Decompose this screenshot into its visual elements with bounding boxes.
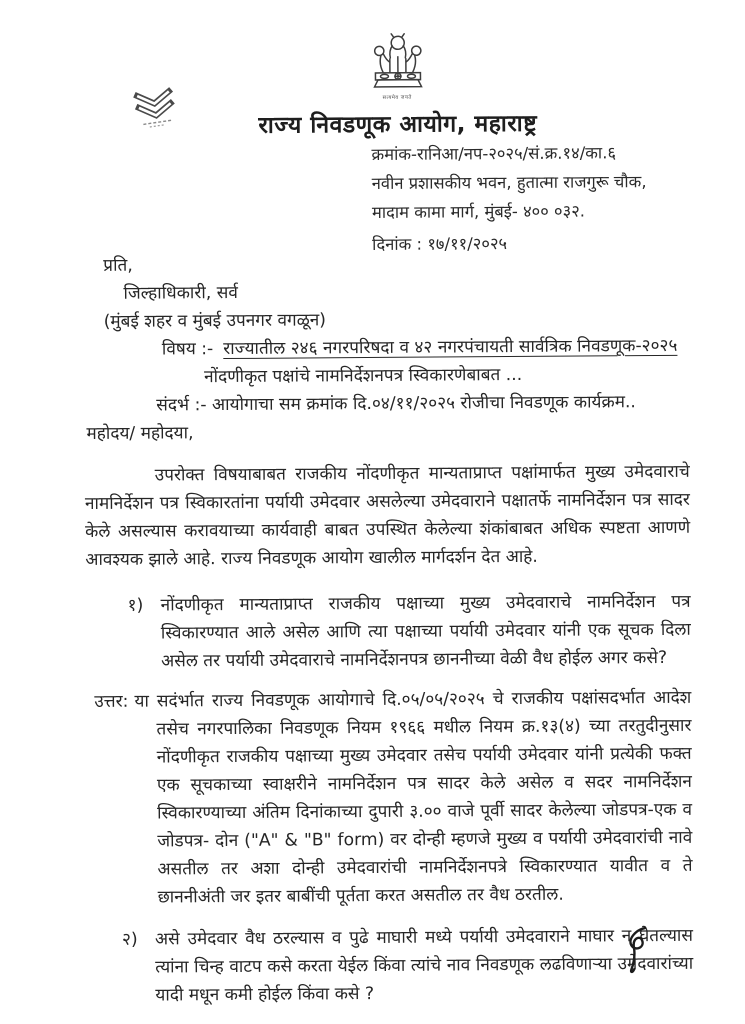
- date-line: दिनांक : १७/११/२०२५: [372, 234, 508, 254]
- letterhead-details: [371, 138, 647, 259]
- answer-1-paragraph: [94, 684, 693, 912]
- to-label: प्रति,: [103, 255, 133, 276]
- reference-text: आयोगाचा सम क्रमांक दि.०४/११/२०२५ रोजीचा निवडणूक कार्यक्रम..: [211, 392, 636, 416]
- subject-label: विषय :-: [161, 339, 214, 360]
- answer-1-label: उत्तर:: [94, 691, 129, 712]
- address-line-1: नवीन प्रशासकीय भवन, हुतात्मा राजगुरू चौक,: [371, 172, 647, 193]
- letter-body: [0, 247, 745, 1010]
- exclusion-note: (मुंबई शहर व मुंबई उपनगर वगळून): [103, 310, 327, 332]
- answer-1-text: या सदंर्भात राज्य निवडणूक आयोगाचे दि.०५/०५/२०२५ चे राजकीय पक्षांसदर्भात आदेश तसेच नगरपालिका निवडणूक नियम १९६६ मधील नियम क्र.१३(४) च्या तरतुदीनुसार नोंदणीकृत राजकीय पक्षाच्या मुख्य उमेदवार तसेच पर्यायी उमेदवार यांनी प्रत्येकी फक्त एक सूचकाच्या स्वाक्षरीने नामनिर्देशन पत्र सादर केले असेल व सदर नामनिर्देशन स्विकारण्याच्या अंतिम दिनांकाच्या दुपारी ३.०० वाजे पूर्वी सादर केलेल्या जोडपत्र-एक व जोडपत्र- दोन ("A" & "B" form) वर दोन्ही म्हणजे मुख्य व पर्यायी उमेदवारांची नावे असतील तर अशा दोन्ही उमेदवारांची नामनिर्देशनपत्रे स्विकारण्यात यावीत व ते छाननीअंती जर इतर बाबींची पूर्तता करत असतील तर वैध ठरतील.: [134, 687, 693, 908]
- salutation: महोदय/ महोदया,: [86, 423, 194, 444]
- subject-text-2: नोंदणीकृत पक्षांचे नामनिर्देशनपत्र स्विकारणेबाबत ...: [203, 364, 523, 388]
- question-1-text: नोंदणीकृत मान्यताप्राप्त राजकीय पक्षाच्या मुख्य उमेदवाराचे नामनिर्देशन पत्र स्विकारण्यात आले असेल आणि त्या पक्षाच्या पर्यायी उमेदवार यांनी एक सूचक दिला असेल तर पर्यायी उमेदवाराचे नामनिर्देशनपत्र छाननीच्या वेळी वैध होईल अगर कसे?: [160, 591, 691, 672]
- signature-initial-mark: [615, 922, 661, 980]
- org-title: राज्य निवडणूक आयोग, महाराष्ट्र: [258, 110, 538, 139]
- reference-label: संदर्भ :-: [156, 395, 207, 416]
- question-1-number: १): [127, 595, 144, 616]
- question-item-2: [122, 922, 694, 1010]
- emblem-motto: सत्यमेव जयते: [383, 94, 413, 101]
- subject-text-1: राज्यातील २४६ नगरपरिषदा व ४२ नगरपंचायती सार्वत्रिक निवडणूक-२०२५: [223, 335, 678, 360]
- question-2-number: २): [121, 929, 138, 950]
- question-item-1: [128, 588, 692, 676]
- subject-line: [162, 332, 689, 364]
- question-2-text: असे उमेदवार वैध ठरल्यास व पुढे माघारी मध्ये पर्यायी उमेदवाराने माघार न घेतल्यास त्यांना चिन्ह वाटप कसे करता येईल किंवा त्यांचे नाव निवडणूक लढविणाऱ्या उमेदवारांच्या यादी मधून कमी होईल किंवा कसे ?: [154, 925, 694, 1006]
- intro-paragraph: उपरोक्त विषयाबाबत राजकीय नोंदणीकृत मान्यताप्राप्त पक्षांमार्फत मुख्य उमेदवाराचे नामनिर्देशन पत्र स्विकारतांना पर्यायी उमेदवार असलेल्या उमेदवाराने पक्षातर्फे नामनिर्देशन पत्र सादर केले असल्यास करावयाच्या कार्यवाही बाबत उपस्थित केलेल्या शंकांबाबत अधिक स्पष्टता आणणे आवश्यक झाले आहे. राज्य निवडणूक आयोग खालील मार्गदर्शन देत आहे.: [84, 461, 691, 571]
- letterhead: [0, 0, 743, 253]
- ref-number: क्रमांक-रानिआ/नप-२०२५/सं.क्र.१४/का.६: [371, 143, 617, 164]
- address-line-2: मादाम कामा मार्ग, मुंबई- ४०० ०३२.: [371, 201, 586, 222]
- reference-line: [156, 388, 689, 420]
- addressee: जिल्हाधिकारी, सर्व: [123, 282, 238, 304]
- ashoka-emblem-icon: [368, 32, 426, 96]
